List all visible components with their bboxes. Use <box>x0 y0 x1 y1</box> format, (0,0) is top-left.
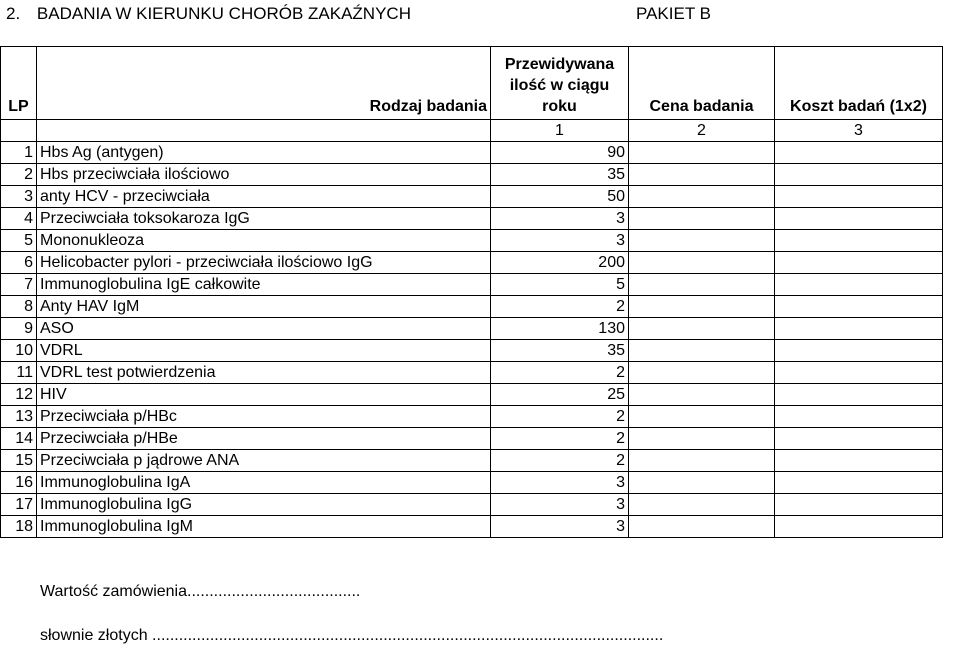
order-value-line: Wartość zamówienia....................................... <box>40 583 361 600</box>
row-quantity: 2 <box>491 428 629 450</box>
row-price <box>629 362 775 384</box>
row-test-name: Immunoglobulina IgA <box>37 472 491 494</box>
table-row <box>1 384 943 406</box>
row-quantity: 3 <box>491 472 629 494</box>
header-annual-quantity <box>491 47 629 120</box>
table-row <box>1 296 943 318</box>
row-test-name: Immunoglobulina IgE całkowite <box>37 274 491 296</box>
table-row <box>1 208 943 230</box>
table-row <box>1 252 943 274</box>
row-lp: 4 <box>1 208 37 230</box>
header-qty-line1: Przewidywana <box>504 56 615 73</box>
column-index-row <box>1 120 943 142</box>
row-cost <box>775 384 943 406</box>
row-price <box>629 252 775 274</box>
row-lp: 5 <box>1 230 37 252</box>
row-lp: 7 <box>1 274 37 296</box>
row-cost <box>775 208 943 230</box>
table-row <box>1 340 943 362</box>
row-lp: 11 <box>1 362 37 384</box>
index-cost: 3 <box>775 120 943 142</box>
table-row <box>1 494 943 516</box>
row-price <box>629 164 775 186</box>
row-test-name: Immunoglobulina IgM <box>37 516 491 538</box>
row-quantity: 2 <box>491 362 629 384</box>
row-lp: 15 <box>1 450 37 472</box>
row-cost <box>775 362 943 384</box>
row-price <box>629 296 775 318</box>
row-quantity: 50 <box>491 186 629 208</box>
header-row <box>1 47 943 120</box>
row-quantity: 3 <box>491 494 629 516</box>
row-test-name: ASO <box>37 318 491 340</box>
row-cost <box>775 428 943 450</box>
row-cost <box>775 494 943 516</box>
table-row <box>1 274 943 296</box>
row-quantity: 130 <box>491 318 629 340</box>
row-quantity: 3 <box>491 208 629 230</box>
table-row <box>1 472 943 494</box>
index-cell-empty <box>1 120 37 142</box>
row-test-name: Helicobacter pylori - przeciwciała ilościowo IgG <box>37 252 491 274</box>
row-lp: 14 <box>1 428 37 450</box>
table-row <box>1 516 943 538</box>
row-lp: 13 <box>1 406 37 428</box>
header-qty-line3: roku <box>542 98 577 115</box>
row-price <box>629 186 775 208</box>
row-cost <box>775 472 943 494</box>
row-price <box>629 340 775 362</box>
row-test-name: Przeciwciała toksokaroza IgG <box>37 208 491 230</box>
packet-label: PAKIET B <box>636 4 711 23</box>
row-test-name: Przeciwciała p jądrowe ANA <box>37 450 491 472</box>
header-qty-line2: ilość w ciągu <box>509 77 610 94</box>
row-quantity: 3 <box>491 516 629 538</box>
table-row <box>1 142 943 164</box>
row-lp: 9 <box>1 318 37 340</box>
row-lp: 3 <box>1 186 37 208</box>
row-price <box>629 142 775 164</box>
row-cost <box>775 142 943 164</box>
row-cost <box>775 164 943 186</box>
row-lp: 8 <box>1 296 37 318</box>
row-test-name: anty HCV - przeciwciała <box>37 186 491 208</box>
row-price <box>629 274 775 296</box>
row-cost <box>775 274 943 296</box>
row-quantity: 2 <box>491 296 629 318</box>
row-cost <box>775 296 943 318</box>
row-lp: 1 <box>1 142 37 164</box>
row-test-name: Anty HAV IgM <box>37 296 491 318</box>
row-quantity: 25 <box>491 384 629 406</box>
header-lp: LP <box>1 47 37 120</box>
row-price <box>629 472 775 494</box>
table-row <box>1 230 943 252</box>
table-row <box>1 406 943 428</box>
row-cost <box>775 186 943 208</box>
row-test-name: Hbs Ag (antygen) <box>37 142 491 164</box>
row-test-name: Mononukleoza <box>37 230 491 252</box>
section-number: 2. <box>6 4 21 23</box>
row-price <box>629 230 775 252</box>
tests-table <box>0 46 943 538</box>
row-lp: 18 <box>1 516 37 538</box>
table-row <box>1 450 943 472</box>
row-quantity: 3 <box>491 230 629 252</box>
section-heading <box>6 4 411 24</box>
table-row <box>1 164 943 186</box>
row-lp: 16 <box>1 472 37 494</box>
amount-in-words-line: słownie złotych ................................................................................................................... <box>40 627 664 644</box>
row-test-name: Hbs przeciwciała ilościowo <box>37 164 491 186</box>
table-row <box>1 362 943 384</box>
index-cell-empty <box>37 120 491 142</box>
row-lp: 10 <box>1 340 37 362</box>
row-lp: 6 <box>1 252 37 274</box>
row-price <box>629 450 775 472</box>
row-quantity: 200 <box>491 252 629 274</box>
row-cost <box>775 516 943 538</box>
row-cost <box>775 252 943 274</box>
row-price <box>629 406 775 428</box>
row-lp: 12 <box>1 384 37 406</box>
row-cost <box>775 230 943 252</box>
row-cost <box>775 340 943 362</box>
row-price <box>629 208 775 230</box>
row-quantity: 2 <box>491 406 629 428</box>
header-test-type: Rodzaj badania <box>37 47 491 120</box>
table-row <box>1 186 943 208</box>
row-quantity: 2 <box>491 450 629 472</box>
row-test-name: Przeciwciała p/HBe <box>37 428 491 450</box>
row-price <box>629 384 775 406</box>
row-lp: 17 <box>1 494 37 516</box>
table-row <box>1 318 943 340</box>
row-test-name: VDRL <box>37 340 491 362</box>
row-cost <box>775 318 943 340</box>
section-title: BADANIA W KIERUNKU CHORÓB ZAKAŹNYCH <box>36 4 411 23</box>
row-price <box>629 494 775 516</box>
row-lp: 2 <box>1 164 37 186</box>
row-price <box>629 318 775 340</box>
row-price <box>629 428 775 450</box>
row-test-name: Przeciwciała p/HBc <box>37 406 491 428</box>
row-quantity: 35 <box>491 164 629 186</box>
row-quantity: 35 <box>491 340 629 362</box>
row-test-name: VDRL test potwierdzenia <box>37 362 491 384</box>
header-price: Cena badania <box>629 47 775 120</box>
row-quantity: 90 <box>491 142 629 164</box>
table-row <box>1 428 943 450</box>
index-qty: 1 <box>491 120 629 142</box>
row-cost <box>775 450 943 472</box>
row-test-name: HIV <box>37 384 491 406</box>
row-price <box>629 516 775 538</box>
row-cost <box>775 406 943 428</box>
row-quantity: 5 <box>491 274 629 296</box>
header-cost: Koszt badań (1x2) <box>775 47 943 120</box>
row-test-name: Immunoglobulina IgG <box>37 494 491 516</box>
index-price: 2 <box>629 120 775 142</box>
